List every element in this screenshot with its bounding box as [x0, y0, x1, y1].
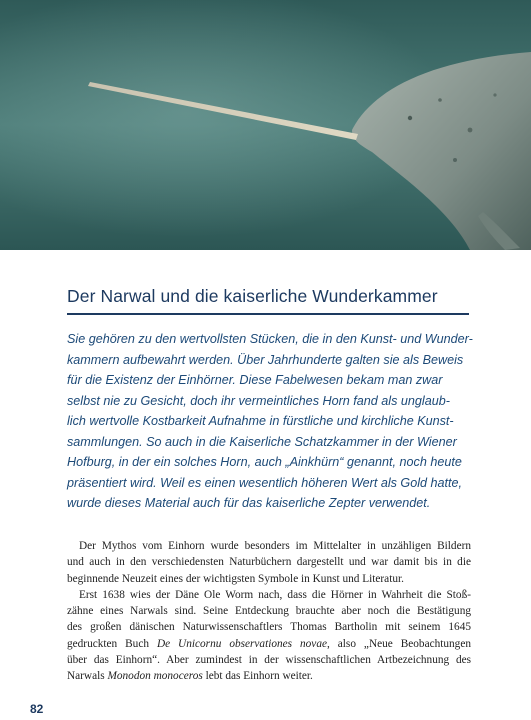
- body-line: [67, 636, 471, 652]
- body-line-part: , also „Neue Beobachtungen: [327, 637, 471, 650]
- heading-rule: [67, 313, 469, 315]
- intro-line: für die Existenz der Einhörner. Diese Fabelwesen bekam man zwar: [67, 373, 443, 387]
- body-line-part: lebt das Einhorn weiter.: [202, 670, 313, 683]
- intro-line: präsentiert wird. Weil es einen wesentlich höheren Wert als Gold hatte,: [67, 475, 463, 490]
- intro-line: Sie gehören zu den wertvollsten Stücken, die in den Kunst- und Wunder-: [67, 332, 473, 346]
- body-line-part: Narwals: [67, 670, 108, 683]
- body-line: Der Mythos vom Einhorn wurde besonders im Mittelalter in unzähligen Bildern: [79, 540, 471, 552]
- body-line: zähne eines Narwals sind. Seine Entdeckung brauchte aber noch die Bestätigung: [67, 605, 471, 618]
- body-line: über das Einhorn“. Aber zumindest in der wissenschaftlichen Artbezeichnung des: [67, 654, 471, 667]
- book-title: De Unicornu observationes novae: [156, 637, 327, 650]
- intro-line: sammlungen. So auch in die Kaiserliche Schatzkammer in der Wiener: [67, 434, 457, 449]
- section-heading: Der Narwal und die kaiserliche Wunderkammer: [67, 286, 438, 306]
- intro-line: lich wertvolle Kostbarkeit Aufnahme in fürstliche und kirchliche Kunst-: [67, 414, 454, 428]
- body-text: [67, 538, 471, 685]
- species-name: Monodon monoceros: [107, 670, 203, 683]
- page-number: 82: [30, 702, 44, 716]
- body-line: und auch in den verschiedensten Naturbüchern dargestellt und war damit bis in die: [67, 556, 471, 569]
- narwhal-photo: [0, 0, 531, 250]
- intro-line: wurde dieses Material auch für das kaiserliche Zepter verwendet.: [67, 496, 431, 510]
- narwhal-illustration: [0, 0, 531, 250]
- intro-paragraph: [67, 329, 471, 514]
- intro-line: Hofburg, in der ein solches Horn, auch „Ainkhürn“ genannt, noch heute: [67, 455, 462, 469]
- body-line: beginnende Neuzeit eines der wichtigsten Symbole in Kunst und Literatur.: [67, 572, 404, 585]
- intro-line: selbst nie zu Gesicht, doch ihr vermeintliches Horn fand als unglaub-: [67, 393, 450, 408]
- body-line: [67, 668, 471, 684]
- body-line: des großen dänischen Naturwissenschaftlers Thomas Bartholin mit seinem 1645: [67, 621, 471, 634]
- body-line-part: gedruckten Buch: [67, 637, 157, 650]
- intro-line: kammern aufbewahrt werden. Über Jahrhunderte galten sie als Beweis: [67, 352, 464, 367]
- body-line: Erst 1638 wies der Däne Ole Worm nach, dass die Hörner in Wahrheit die Stoß-: [79, 588, 471, 601]
